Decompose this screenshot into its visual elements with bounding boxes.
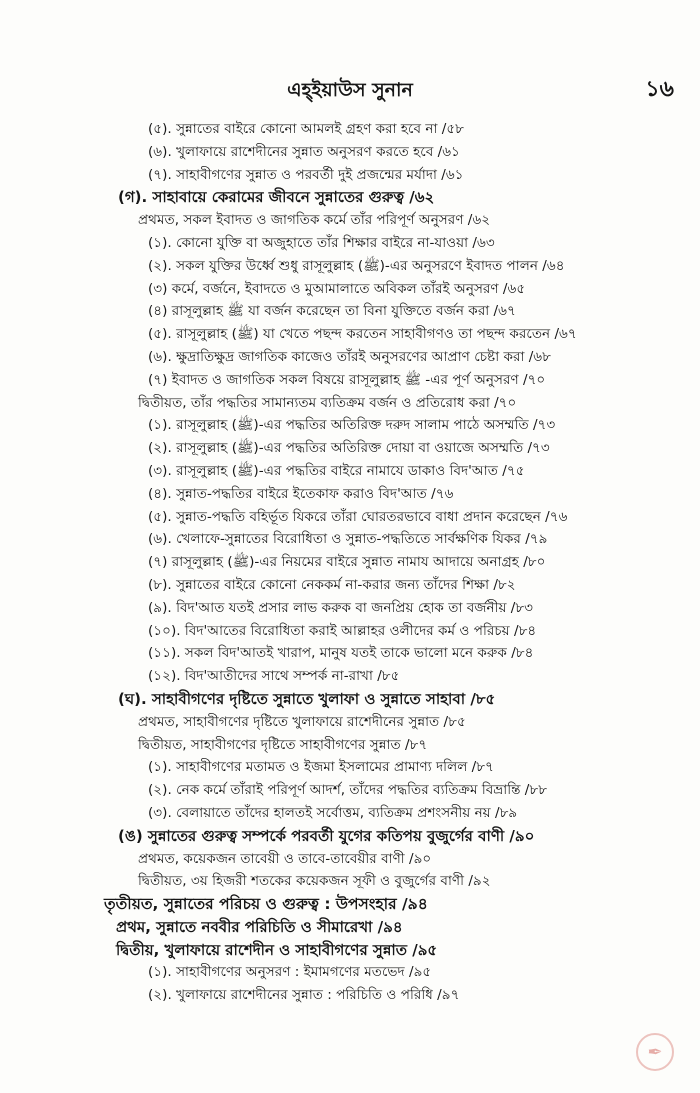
- toc-entry: (গ). সাহাবায়ে কেরামের জীবনে সুন্নাতের গুরুত্ব /৬২: [118, 188, 435, 207]
- toc-entry: (৮). সুন্নাতের বাইরে কোনো নেককর্ম না-করার জন্য তাঁদের শিক্ষা /৮২: [148, 576, 516, 593]
- toc-entry: (৭) রাসূলুল্লাহ (ﷺ)-এর নিয়মের বাইরে সুন্নাত নামায আদায়ে অনাগ্রহ /৮০: [148, 554, 546, 571]
- toc-entry: (১). সাহাবীগণের অনুসরণ : ইমামগণের মতভেদ /৯৫: [148, 964, 432, 981]
- toc-entry: (৫). সুন্নাতের বাইরে কোনো আমলই গ্রহণ করা হবে না /৫৮: [148, 121, 464, 137]
- toc-entry: (১১). সকল বিদ'আতই খারাপ, মানুষ যতই তাকে ভালো মনে করুক /৮৪: [148, 645, 534, 662]
- toc-entry: (৭) ইবাদত ও জাগতিক সকল বিষয়ে রাসূলুল্লাহ ﷺ -এর পূর্ণ অনুসরণ /৭০: [148, 371, 546, 388]
- toc-entry: (ঙ) সুন্নাতের গুরুত্ব সম্পর্কে পরবর্তী যুগের কতিপয় বুজুর্গের বাণী /৯০: [118, 826, 535, 845]
- toc-entry: দ্বিতীয়ত, ৩য় হিজরী শতকের কয়েকজন সূফী ও বুজুর্গের বাণী /৯২: [138, 873, 491, 890]
- toc-entry: (১০). বিদ'আতের বিরোধিতা করাই আল্লাহর ওলীদের কর্ম ও পরিচয় /৮৪: [148, 622, 537, 639]
- pen-nib-icon: ✒: [636, 1033, 674, 1071]
- toc-entry: (২). খুলাফায়ে রাশেদীনের সুন্নাত : পরিচিতি ও পরিধি /৯৭: [148, 987, 460, 1004]
- toc-entry: (৫). রাসূলুল্লাহ (ﷺ) যা খেতে পছন্দ করতেন সাহাবীগণও তা পছন্দ করতেন /৬৭: [148, 326, 577, 343]
- toc-entry: তৃতীয়ত, সুন্নাতের পরিচয় ও গুরুত্ব : উপসংহার /৯৪: [104, 895, 428, 914]
- toc-entry: দ্বিতীয়ত, তাঁর পদ্ধতির সামান্যতম ব্যতিক্রম বর্জন ও প্রতিরোধ করা /৭০: [138, 394, 517, 411]
- toc-entry: (৪) রাসূলুল্লাহ ﷺ যা বর্জন করেছেন তা বিনা যুক্তিতে বর্জন করা /৬৭: [148, 303, 516, 320]
- page-number: ১৬: [645, 77, 674, 102]
- toc-entry: (১). কোনো যুক্তি বা অজুহাতে তাঁর শিক্ষার বাইরে না-যাওয়া /৬৩: [148, 234, 495, 251]
- toc-entry: (৬). খুলাফায়ে রাশেদীনের সুন্নাত অনুসরণ করতে হবে /৬১: [148, 143, 460, 160]
- toc-entry: (৩) কর্মে, বর্জনে, ইবাদতে ও মুআমালাতে অবিকল তাঁরই অনুসরণ /৬৫: [148, 280, 526, 297]
- toc-entry: (৩). বেলায়াতে তাঁদের হালতই সর্বোত্তম, ব্যতিক্রম প্রশংসনীয় নয় /৮৯: [148, 804, 518, 821]
- page-header: [0, 70, 700, 104]
- toc-entry: প্রথম, সুন্নাতে নববীর পরিচিতি ও সীমারেখা /৯৪: [116, 917, 403, 936]
- toc-entry: প্রথমত, কয়েকজন তাবেয়ী ও তাবে-তাবেয়ীর বাণী /৯০: [138, 850, 432, 867]
- toc-entry: (৩). রাসূলুল্লাহ (ﷺ)-এর পদ্ধতির বাইরে নামাযে ডাকাও বিদ'আত /৭৫: [148, 462, 525, 479]
- toc-entry: (৪). সুন্নাত-পদ্ধতির বাইরে ইতেকাফ করাও বিদ'আত /৭৬: [148, 485, 454, 502]
- toc-entry: দ্বিতীয়ত, সাহাবীগণের দৃষ্টিতে সাহাবীগণের সুন্নাত /৮৭: [138, 736, 428, 753]
- toc-entry: (১). সাহাবীগণের মতামত ও ইজমা ইসলামের প্রামাণ্য দলিল /৮৭: [148, 759, 494, 776]
- toc-entry: (২). সকল যুক্তির উর্ধ্বে শুধু রাসূলুল্লাহ (ﷺ)-এর অনুসরণে ইবাদত পালন /৬৪: [148, 257, 565, 274]
- toc-entry: দ্বিতীয়, খুলাফায়ে রাশেদীন ও সাহাবীগণের সুন্নাত /৯৫: [116, 940, 438, 959]
- toc-entry: (১২). বিদ'আতীদের সাথে সম্পর্ক না-রাখা /৮৫: [148, 668, 400, 685]
- toc-entry: প্রথমত, সকল ইবাদত ও জাগতিক কর্মে তাঁর পরিপূর্ণ অনুসরণ /৬২: [138, 212, 491, 229]
- running-title: এহ্ইয়াউস সুনান: [287, 79, 413, 101]
- toc-entry: (৯). বিদ'আত যতই প্রসার লাভ করুক বা জনপ্রিয় হোক তা বর্জনীয় /৮৩: [148, 599, 534, 616]
- table-of-contents: [0, 118, 700, 1007]
- toc-entry: (২). রাসূলুল্লাহ (ﷺ)-এর পদ্ধতির অতিরিক্ত দোয়া বা ওয়াজে অসম্মতি /৭৩: [148, 440, 550, 457]
- toc-entry: (১). রাসূলুল্লাহ (ﷺ)-এর পদ্ধতির অতিরিক্ত দরুদ সালাম পাঠে অসম্মতি /৭৩: [148, 417, 556, 434]
- toc-entry: (৫). সুন্নাত-পদ্ধতি বহির্ভূত যিকরে তাঁরা ঘোরতরভাবে বাধা প্রদান করেছেন /৭৬: [148, 508, 568, 525]
- toc-entry: (২). নেক কর্মে তাঁরাই পরিপূর্ণ আদর্শ, তাঁদের পদ্ধতির ব্যতিক্রম বিভ্রান্তি /৮৮: [148, 782, 548, 799]
- toc-entry: (৬). খেলাফে-সুন্নাতের বিরোধিতা ও সুন্নাত-পদ্ধতিতে সার্বক্ষণিক যিকর /৭৯: [148, 531, 548, 548]
- toc-entry: (৭). সাহাবীগণের সুন্নাত ও পরবর্তী দুই প্রজন্মের মর্যাদা /৬১: [148, 166, 464, 183]
- toc-entry: (৬). ক্ষুদ্রাতিক্ষুদ্র জাগতিক কাজেও তাঁরই অনুসরণের আপ্রাণ চেষ্টা করা /৬৮: [148, 348, 551, 365]
- toc-entry: (ঘ). সাহাবীগণের দৃষ্টিতে সুন্নাতে খুলাফা ও সুন্নাতে সাহাবা /৮৫: [118, 689, 496, 708]
- toc-entry: প্রথমত, সাহাবীগণের দৃষ্টিতে খুলাফায়ে রাশেদীনের সুন্নাত /৮৫: [138, 713, 466, 730]
